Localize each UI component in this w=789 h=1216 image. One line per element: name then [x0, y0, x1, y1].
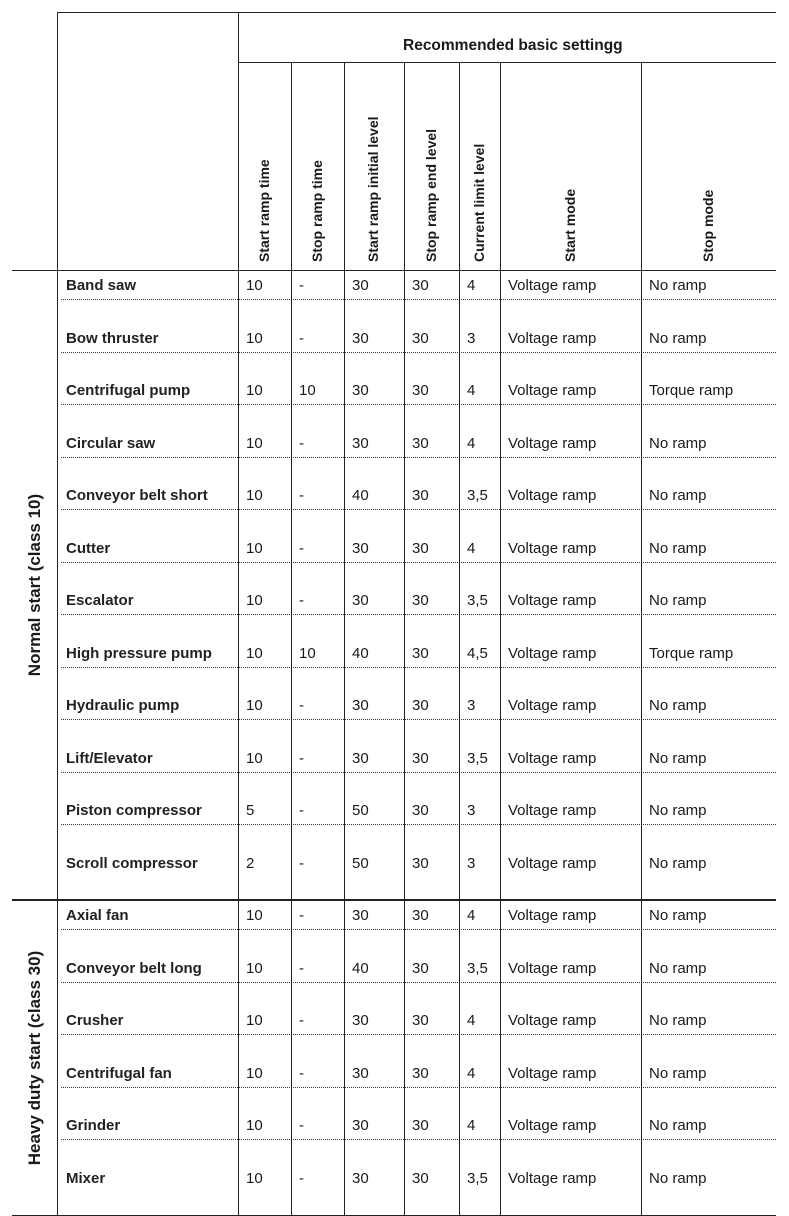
table-cell: 30: [412, 1064, 429, 1082]
table-cell: 30: [352, 539, 369, 557]
table-cell: -: [299, 1169, 304, 1187]
table-cell: 4,5: [467, 644, 488, 662]
row-separator: [61, 562, 776, 563]
table-cell: -: [299, 1117, 304, 1134]
table-cell: 3: [467, 854, 476, 872]
table-cell: 30: [412, 329, 429, 347]
table-cell: Torque ramp: [649, 382, 734, 399]
table-cell: 40: [352, 644, 369, 662]
group-label: Normal start (class 10): [24, 493, 44, 677]
table-cell: 3: [467, 802, 476, 819]
table-cell: 10: [246, 277, 263, 294]
row-separator: [61, 457, 776, 458]
row-label: Lift/Elevator: [66, 749, 153, 767]
row-label: Axial fan: [66, 907, 129, 924]
table-cell: 40: [352, 959, 369, 977]
table-cell: -: [299, 434, 304, 452]
table-cell: 30: [412, 749, 429, 767]
row-label: High pressure pump: [66, 644, 212, 662]
row-label: Crusher: [66, 1012, 124, 1029]
table-cell: 4: [467, 1064, 476, 1082]
row-separator: [61, 299, 776, 300]
table-cell: Voltage ramp: [508, 277, 597, 294]
table-cell: 10: [299, 644, 316, 662]
table-cell: Voltage ramp: [508, 382, 597, 399]
row-separator: [61, 824, 776, 825]
title-divider: [238, 62, 776, 63]
table-cell: Voltage ramp: [508, 907, 597, 924]
table-cell: 30: [352, 592, 369, 609]
col-divider: [459, 62, 460, 1215]
top-border: [57, 12, 776, 13]
table-cell: 30: [352, 697, 369, 714]
table-cell: -: [299, 802, 304, 819]
table-cell: Voltage ramp: [508, 959, 597, 977]
table-cell: 4: [467, 382, 476, 399]
table-cell: No ramp: [649, 749, 707, 767]
row-label: Hydraulic pump: [66, 697, 180, 714]
column-header: Stop ramp time: [308, 160, 325, 262]
table-cell: 30: [352, 382, 369, 399]
table-cell: Voltage ramp: [508, 802, 597, 819]
row-label: Grinder: [66, 1117, 121, 1134]
table-cell: 4: [467, 434, 476, 452]
column-header: Stop ramp end level: [422, 128, 439, 262]
table-cell: 30: [412, 434, 429, 452]
table-cell: 30: [412, 382, 429, 399]
table-cell: 30: [412, 802, 429, 819]
table-cell: Voltage ramp: [508, 1169, 597, 1187]
table-cell: 30: [352, 329, 369, 347]
table-cell: No ramp: [649, 434, 707, 452]
table-cell: Voltage ramp: [508, 749, 597, 767]
row-label: Piston compressor: [66, 802, 202, 819]
group-divider: [12, 899, 776, 901]
table-cell: 30: [352, 907, 369, 924]
table-cell: Voltage ramp: [508, 1117, 597, 1134]
table-cell: 30: [352, 749, 369, 767]
table-cell: 30: [352, 1064, 369, 1082]
table-cell: 30: [412, 1012, 429, 1029]
table-cell: -: [299, 907, 304, 924]
table-cell: 3,5: [467, 487, 488, 504]
table-cell: 10: [246, 959, 263, 977]
col-divider: [641, 62, 642, 1215]
row-label: Cutter: [66, 539, 111, 557]
row-separator: [61, 772, 776, 773]
table-cell: 30: [412, 644, 429, 662]
row-label: Bow thruster: [66, 329, 159, 347]
table-cell: 50: [352, 802, 369, 819]
table-cell: Voltage ramp: [508, 1064, 597, 1082]
row-label: Escalator: [66, 592, 134, 609]
table-cell: 10: [246, 539, 263, 557]
table-cell: 4: [467, 539, 476, 557]
table-cell: 10: [246, 434, 263, 452]
table-cell: 30: [412, 697, 429, 714]
column-header: Current limit level: [470, 143, 487, 262]
table-cell: -: [299, 1064, 304, 1082]
row-label: Band saw: [66, 277, 137, 294]
table-cell: 30: [352, 1012, 369, 1029]
table-cell: 10: [246, 329, 263, 347]
table-cell: 40: [352, 487, 369, 504]
table-cell: 10: [246, 1064, 263, 1082]
table-cell: 10: [246, 1169, 263, 1187]
table-cell: No ramp: [649, 959, 707, 977]
table-cell: -: [299, 854, 304, 872]
row-separator: [61, 614, 776, 615]
table-cell: -: [299, 1012, 304, 1029]
table-cell: 3,5: [467, 959, 488, 977]
table-cell: No ramp: [649, 1117, 707, 1134]
row-label: Centrifugal fan: [66, 1064, 172, 1082]
table-cell: 4: [467, 277, 476, 294]
table-cell: -: [299, 487, 304, 504]
table-cell: No ramp: [649, 329, 707, 347]
table-cell: -: [299, 697, 304, 714]
row-label: Centrifugal pump: [66, 382, 191, 399]
table-cell: 30: [352, 277, 369, 294]
table-cell: No ramp: [649, 487, 707, 504]
col-divider: [344, 62, 345, 1215]
table-cell: 4: [467, 1012, 476, 1029]
table-cell: -: [299, 539, 304, 557]
table-cell: 3,5: [467, 749, 488, 767]
table-cell: 10: [246, 644, 263, 662]
table-cell: -: [299, 329, 304, 347]
table-cell: -: [299, 277, 304, 294]
table-cell: Voltage ramp: [508, 854, 597, 872]
table-cell: Voltage ramp: [508, 1012, 597, 1029]
table-cell: 10: [246, 697, 263, 714]
table-cell: Voltage ramp: [508, 592, 597, 609]
col-divider: [291, 62, 292, 1215]
table-cell: No ramp: [649, 592, 707, 609]
table-cell: -: [299, 749, 304, 767]
row-separator: [61, 719, 776, 720]
table-cell: 30: [352, 1169, 369, 1187]
row-separator: [61, 352, 776, 353]
row-label: Circular saw: [66, 434, 156, 452]
col-divider: [500, 62, 501, 1215]
table-title: Recommended basic settingg: [403, 37, 623, 54]
row-separator: [61, 982, 776, 983]
table-cell: No ramp: [649, 802, 707, 819]
table-cell: Torque ramp: [649, 644, 734, 662]
table-cell: 10: [246, 1117, 263, 1134]
row-separator: [61, 509, 776, 510]
row-separator: [61, 929, 776, 930]
table-cell: No ramp: [649, 539, 707, 557]
table-cell: 10: [246, 487, 263, 504]
table-cell: 5: [246, 802, 255, 819]
row-separator: [61, 1034, 776, 1035]
table-cell: No ramp: [649, 1064, 707, 1082]
row-label: Conveyor belt long: [66, 959, 202, 977]
table-cell: 2: [246, 854, 255, 872]
table-cell: 30: [412, 1169, 429, 1187]
table-cell: 30: [412, 907, 429, 924]
header-divider: [12, 270, 776, 271]
table-cell: 30: [412, 959, 429, 977]
table-cell: 3: [467, 329, 476, 347]
table-cell: No ramp: [649, 277, 707, 294]
table-cell: 10: [246, 592, 263, 609]
table-cell: Voltage ramp: [508, 644, 597, 662]
table-cell: -: [299, 592, 304, 609]
table-cell: Voltage ramp: [508, 697, 597, 714]
row-separator: [61, 1087, 776, 1088]
table-cell: 3,5: [467, 1169, 488, 1187]
column-header: Start mode: [561, 188, 578, 262]
table-cell: 10: [246, 382, 263, 399]
table-cell: 3,5: [467, 592, 488, 609]
table-cell: No ramp: [649, 1169, 707, 1187]
table-cell: 30: [412, 539, 429, 557]
table-cell: Voltage ramp: [508, 539, 597, 557]
table-cell: No ramp: [649, 854, 707, 872]
table-cell: 10: [299, 382, 316, 399]
col-divider: [57, 12, 58, 1215]
table-cell: 30: [412, 592, 429, 609]
table-cell: Voltage ramp: [508, 434, 597, 452]
table-cell: 10: [246, 1012, 263, 1029]
table-cell: 30: [352, 434, 369, 452]
row-separator: [61, 404, 776, 405]
table-cell: 30: [412, 854, 429, 872]
row-label: Scroll compressor: [66, 854, 198, 872]
column-header: Stop mode: [699, 189, 716, 262]
column-header: Start ramp initial level: [365, 116, 381, 262]
table-cell: -: [299, 959, 304, 977]
row-label: Mixer: [66, 1169, 106, 1187]
table-cell: 10: [246, 907, 263, 924]
table-cell: 30: [412, 1117, 429, 1134]
column-header: Start ramp time: [255, 159, 272, 262]
table-cell: No ramp: [649, 907, 707, 924]
table-cell: 4: [467, 907, 476, 924]
table-cell: 10: [246, 749, 263, 767]
table-cell: 4: [467, 1117, 476, 1134]
table-cell: No ramp: [649, 1012, 707, 1029]
row-separator: [61, 1139, 776, 1140]
table-cell: 30: [412, 277, 429, 294]
table-cell: Voltage ramp: [508, 487, 597, 504]
table-cell: 30: [352, 1117, 369, 1134]
table-cell: No ramp: [649, 697, 707, 714]
table-cell: 3: [467, 697, 476, 714]
table-cell: 50: [352, 854, 369, 872]
table-cell: Voltage ramp: [508, 329, 597, 347]
row-label: Conveyor belt short: [66, 487, 208, 504]
group-label: Heavy duty start (class 30): [24, 950, 44, 1165]
table-cell: 30: [412, 487, 429, 504]
row-separator: [61, 667, 776, 668]
col-divider: [404, 62, 405, 1215]
